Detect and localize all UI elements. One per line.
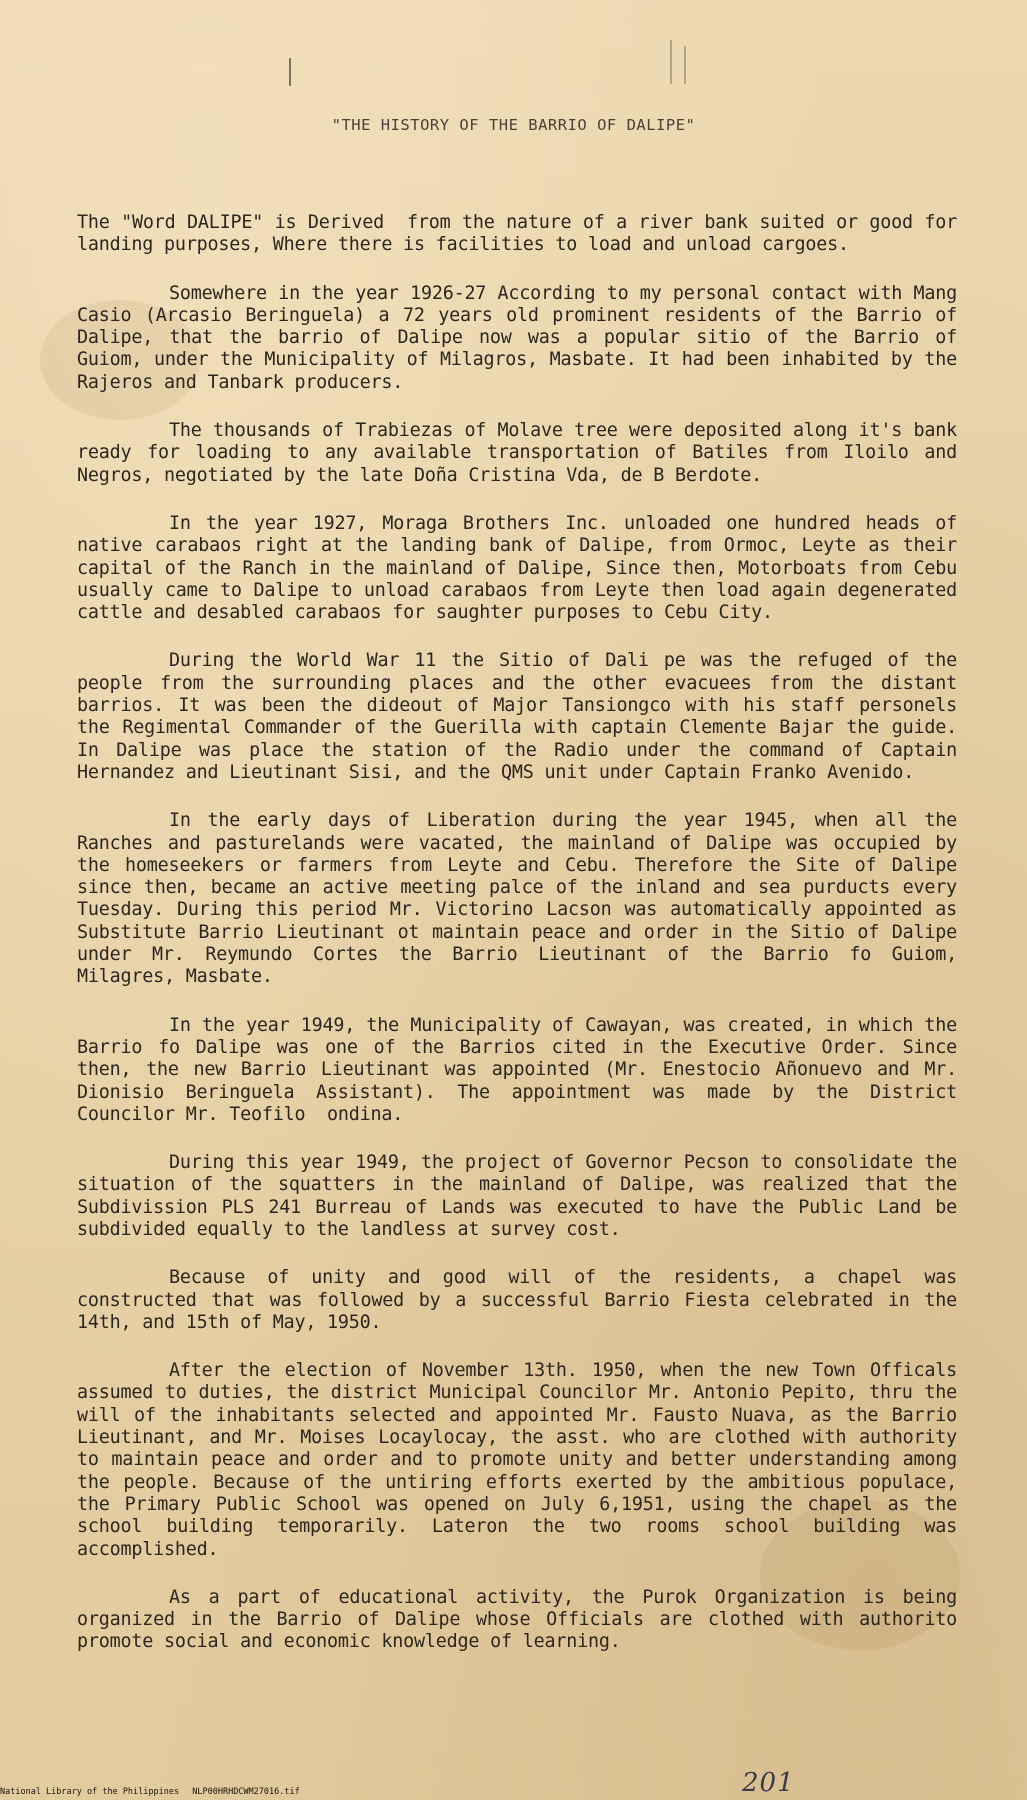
paragraph-liberation: In the early days of Liberation during the year 1945, when all the Ranches and pasturelands were vacated, the mainland of Dalipe was occupied by the homeseekers or farmers from Leyte and Cebu. Therefore the Site of Dalipe since then, became an active meeting palce of the inland and sea purducts every Tuesday. During this period Mr. Victorino Lacson was automatically appointed as Substitute Barrio Lieutinant ot maintain peace and order in the Sitio of Dalipe under Mr. Reymundo Cortes the Barrio Lieutinant of the Barrio fo Guiom, Milagres, Masbate. — [77, 810, 968, 988]
archive-footer — [0, 1787, 308, 1797]
pencil-mark — [289, 58, 291, 86]
document-title: "THE HISTORY OF THE BARRIO OF DALIPE" — [331, 116, 696, 134]
page-number: 201 — [742, 1768, 795, 1798]
paragraph-world-war: During the World War 11 the Sitio of Dali pe was the refuged of the people from the surrounding places and the other evacuees from the distant barrios. It was been the dideout of Major Tansiongco with his staff personels the Regimental Commander of the Guerilla with captain Clemente Bajar the guide. In Dalipe was place the station of the Radio under the command of Captain Hernandez and Lieutinant Sisi, and the QMS unit under Captain Franko Avenido. — [77, 650, 968, 783]
paragraph-1949-project: During this year 1949, the project of Governor Pecson to consolidate the situation of the squatters in the mainland of Dalipe, was realized that the Subdivission PLS 241 Burreau of Lands was executed to have the Public Land be subdivided equally to the landless at survey cost. — [77, 1152, 968, 1240]
paragraph-1950-election: After the election of November 13th. 1950, when the new Town Officals assumed to duties, the district Municipal Councilor Mr. Antonio Pepito, thru the will of the inhabitants selected and appointed Mr. Fausto Nuava, as the Barrio Lieutinant, and Mr. Moises Locaylocay, the asst. who are clothed with authority to maintain peace and order and to promote unity and better understanding among the people. Because of the untiring efforts exerted by the ambitious populace, the Primary Public School was opened on July 6,1951, using the chapel as the school building temporarily. Lateron the two rooms school building was accomplished. — [77, 1360, 968, 1560]
pencil-mark — [684, 46, 686, 84]
footer-file-id: NLP00HRHDCWM27016.tif — [192, 1787, 300, 1797]
paragraph-chapel: Because of unity and good will of the residents, a chapel was constructed that was followed by a successful Barrio Fiesta celebrated in the 14th, and 15th of May, 1950. — [77, 1267, 968, 1333]
paragraph-1949-municipality: In the year 1949, the Municipality of Cawayan, was created, in which the Barrio fo Dalipe was one of the Barrios cited in the Executive Order. Since then, the new Barrio Lieutinant was appointed (Mr. Enestocio Añonuevo and Mr. Dionisio Beringuela Assistant). The appointment was made by the District Councilor Mr. Teofilo ondina. — [77, 1014, 968, 1125]
paragraph-1926: Somewhere in the year 1926-27 According to my personal contact with Mang Casio (Arcasio Beringuela) a 72 years old prominent residents of the Barrio of Dalipe, that the barrio of Dalipe now was a popular sitio of the Barrio of Guiom, under the Municipality of Milagros, Masbate. It had been inhabited by the Rajeros and Tanbark producers. — [77, 282, 968, 393]
paragraph-origin: The "Word DALIPE" is Derived from the nature of a river bank suited or good for landing purposes, Where there is facilities to load and unload cargoes. — [77, 212, 968, 256]
pencil-mark — [670, 40, 672, 84]
paragraph-purok: As a part of educational activity, the Purok Organization is being organized in the Barrio of Dalipe whose Officials are clothed with authorito promote social and economic knowledge of learning. — [77, 1586, 968, 1653]
paragraph-1927: In the year 1927, Moraga Brothers Inc. unloaded one hundred heads of native carabaos right at the landing bank of Dalipe, from Ormoc, Leyte as their capital of the Ranch in the mainland of Dalipe, Since then, Motorboats from Cebu usually came to Dalipe to unload carabaos from Leyte then load again degenerated cattle and desabled carabaos for saughter purposes to Cebu City. — [77, 512, 968, 624]
paragraph-trabiezas: The thousands of Trabiezas of Molave tree were deposited along it's bank ready for loading to any available transportation of Batiles from Iloilo and Negros, negotiated by the late Doña Cristina Vda, de B Berdote. — [77, 420, 968, 486]
footer-institution: National Library of the Philippines — [0, 1787, 180, 1797]
document-body — [77, 212, 968, 1680]
